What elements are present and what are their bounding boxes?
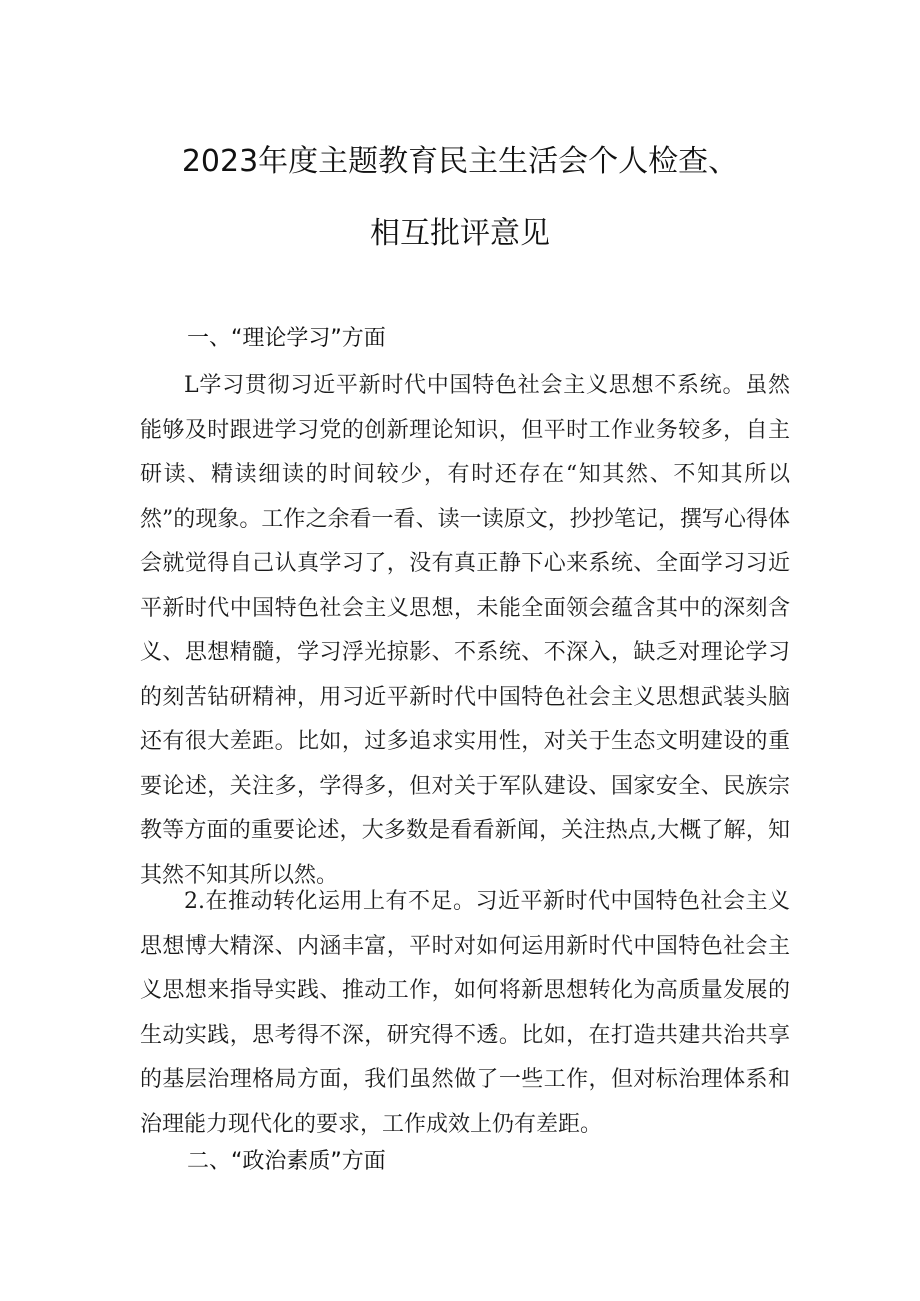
document-title-line-2: 相互批评意见	[370, 216, 550, 251]
paragraph-item-1: L学习贯彻习近平新时代中国特色社会主义思想不系统。虽然能够及时跟进学习党的创新理论知识，但平时工作业务较多，自主研读、精读细读的时间较少，有时还存在“知其然、不知其所以然”的现象。工作之余看一看、读一读原文，抄抄笔记，撰写心得体会就觉得自己认真学习了，没有真正静下心来系统、全面学习习近平新时代中国特色社会主义思想，未能全面领会蕴含其中的深刻含义、思想精髓，学习浮光掠影、不系统、不深入，缺乏对理论学习的刻苦钻研精神，用习近平新时代中国特色社会主义思想武装头脑还有很大差距。比如，过多追求实用性，对关于生态文明建设的重要论述，关注多，学得多，但对关于军队建设、国家安全、民族宗教等方面的重要论述，大多数是看看新闻，关注热点,大概了解，知其然不知其所以然。	[140, 373, 790, 888]
section-heading-political-quality: 二、“政治素质”方面	[187, 1149, 386, 1174]
section-heading-theory-study: 一、“理论学习”方面	[187, 326, 386, 351]
paragraph-item-2: 2.在推动转化运用上有不足。习近平新时代中国特色社会主义思想博大精深、内涵丰富，平时对如何运用新时代中国特色社会主义思想来指导实践、推动工作，如何将新思想转化为高质量发展的生动实践，思考得不深，研究得不透。比如，在打造共建共治共享的基层治理格局方面，我们虽然做了一些工作，但对标治理体系和治理能力现代化的要求，工作成效上仍有差距。	[140, 889, 790, 1137]
document-title-line-1: 2023年度主题教育民主生活会个人检查、	[181, 144, 739, 179]
